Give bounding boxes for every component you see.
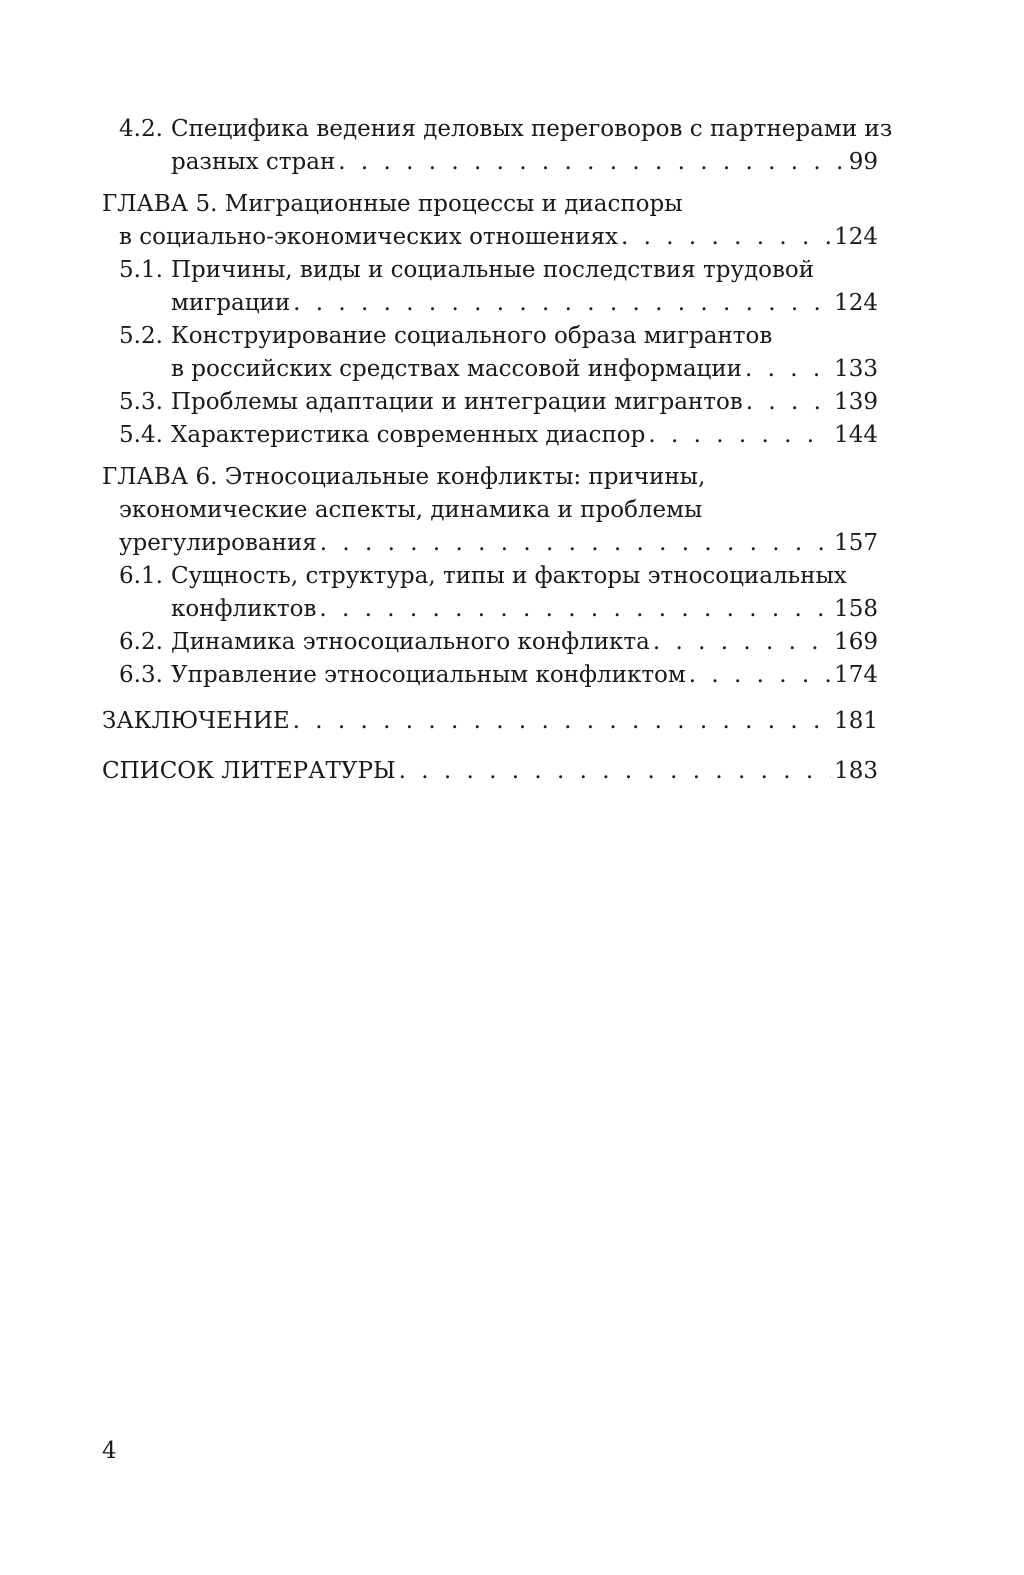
toc-entry-section[interactable] xyxy=(102,254,878,320)
toc-section-number: 6.2. xyxy=(119,629,163,655)
toc-page-number: 169 xyxy=(834,629,878,655)
toc-entry-section[interactable] xyxy=(102,320,878,386)
toc-page-number: 99 xyxy=(848,149,878,175)
toc-entry-title-line: миграции xyxy=(171,290,291,316)
toc-section-number: 5.1. xyxy=(119,257,163,283)
table-of-contents xyxy=(102,113,893,792)
toc-page-number: 133 xyxy=(834,356,878,382)
toc-entry-section[interactable] xyxy=(102,113,893,179)
toc-entry-title-line: СПИСОК ЛИТЕРАТУРЫ xyxy=(102,758,396,784)
toc-entry-title-line: в российских средствах массовой информации xyxy=(171,356,742,382)
toc-page-number: 124 xyxy=(834,290,878,316)
toc-section-number: 5.3. xyxy=(119,389,163,415)
toc-entry-title-line: Проблемы адаптации и интеграции мигрантов xyxy=(171,389,743,415)
dot-leader xyxy=(689,659,831,692)
toc-entry-title-line: конфликтов xyxy=(171,596,317,622)
toc-entry-section[interactable] xyxy=(102,560,878,626)
dot-leader xyxy=(399,751,831,792)
dot-leader xyxy=(293,701,831,742)
toc-page-number: 124 xyxy=(834,224,878,250)
toc-entry-title-line: разных стран xyxy=(171,149,336,175)
toc-entry-chapter[interactable] xyxy=(102,188,878,254)
toc-entry-title-line: Динамика этносоциального конфликта xyxy=(171,629,650,655)
dot-leader xyxy=(648,419,831,452)
toc-page-number: 144 xyxy=(834,422,878,448)
toc-section-number: 6.1. xyxy=(119,563,163,589)
dot-leader xyxy=(621,221,831,254)
toc-entry-section[interactable] xyxy=(102,659,878,692)
dot-leader xyxy=(746,386,831,419)
toc-section-number: 5.2. xyxy=(119,323,163,349)
toc-page-number: 158 xyxy=(834,596,878,622)
toc-entry-chapter[interactable] xyxy=(102,461,878,560)
toc-entry-single[interactable] xyxy=(102,701,878,742)
toc-entry-title-line: ГЛАВА 6. Этносоциальные конфликты: причины, xyxy=(102,464,706,490)
toc-entry-title-line: Характеристика современных диаспор xyxy=(171,422,646,448)
toc-section-number: 6.3. xyxy=(119,662,163,688)
dot-leader xyxy=(320,527,831,560)
toc-entry-title-line: экономические аспекты, динамика и проблемы xyxy=(119,497,703,523)
toc-section-number: 4.2. xyxy=(119,116,163,142)
toc-entry-section[interactable] xyxy=(102,386,878,419)
dot-leader xyxy=(319,593,831,626)
dot-leader xyxy=(745,353,831,386)
toc-entry-title-line: Специфика ведения деловых переговоров с партнерами из xyxy=(171,116,893,142)
dot-leader xyxy=(653,626,831,659)
toc-page-number: 183 xyxy=(834,758,878,784)
dot-leader xyxy=(293,287,831,320)
toc-entry-title-line: ЗАКЛЮЧЕНИЕ xyxy=(102,708,290,734)
toc-entry-title-line: урегулирования xyxy=(119,530,317,556)
toc-entry-title-line: Сущность, структура, типы и факторы этносоциальных xyxy=(171,563,847,589)
toc-entry-single[interactable] xyxy=(102,751,878,792)
toc-page-number: 139 xyxy=(834,389,878,415)
toc-entry-title-line: Причины, виды и социальные последствия трудовой xyxy=(171,257,815,283)
toc-entry-section[interactable] xyxy=(102,419,878,452)
toc-section-number: 5.4. xyxy=(119,422,163,448)
toc-entry-title-line: Конструирование социального образа мигрантов xyxy=(171,323,773,349)
toc-page-number: 157 xyxy=(834,530,878,556)
toc-entry-title-line: Управление этносоциальным конфликтом xyxy=(171,662,686,688)
toc-entry-title-line: в социально-экономических отношениях xyxy=(119,224,618,250)
toc-entry-title-line: ГЛАВА 5. Миграционные процессы и диаспоры xyxy=(102,191,683,217)
toc-page-number: 174 xyxy=(834,662,878,688)
toc-page-number: 181 xyxy=(834,708,878,734)
dot-leader xyxy=(338,146,845,179)
toc-entry-section[interactable] xyxy=(102,626,878,659)
page-number: 4 xyxy=(102,1438,117,1464)
